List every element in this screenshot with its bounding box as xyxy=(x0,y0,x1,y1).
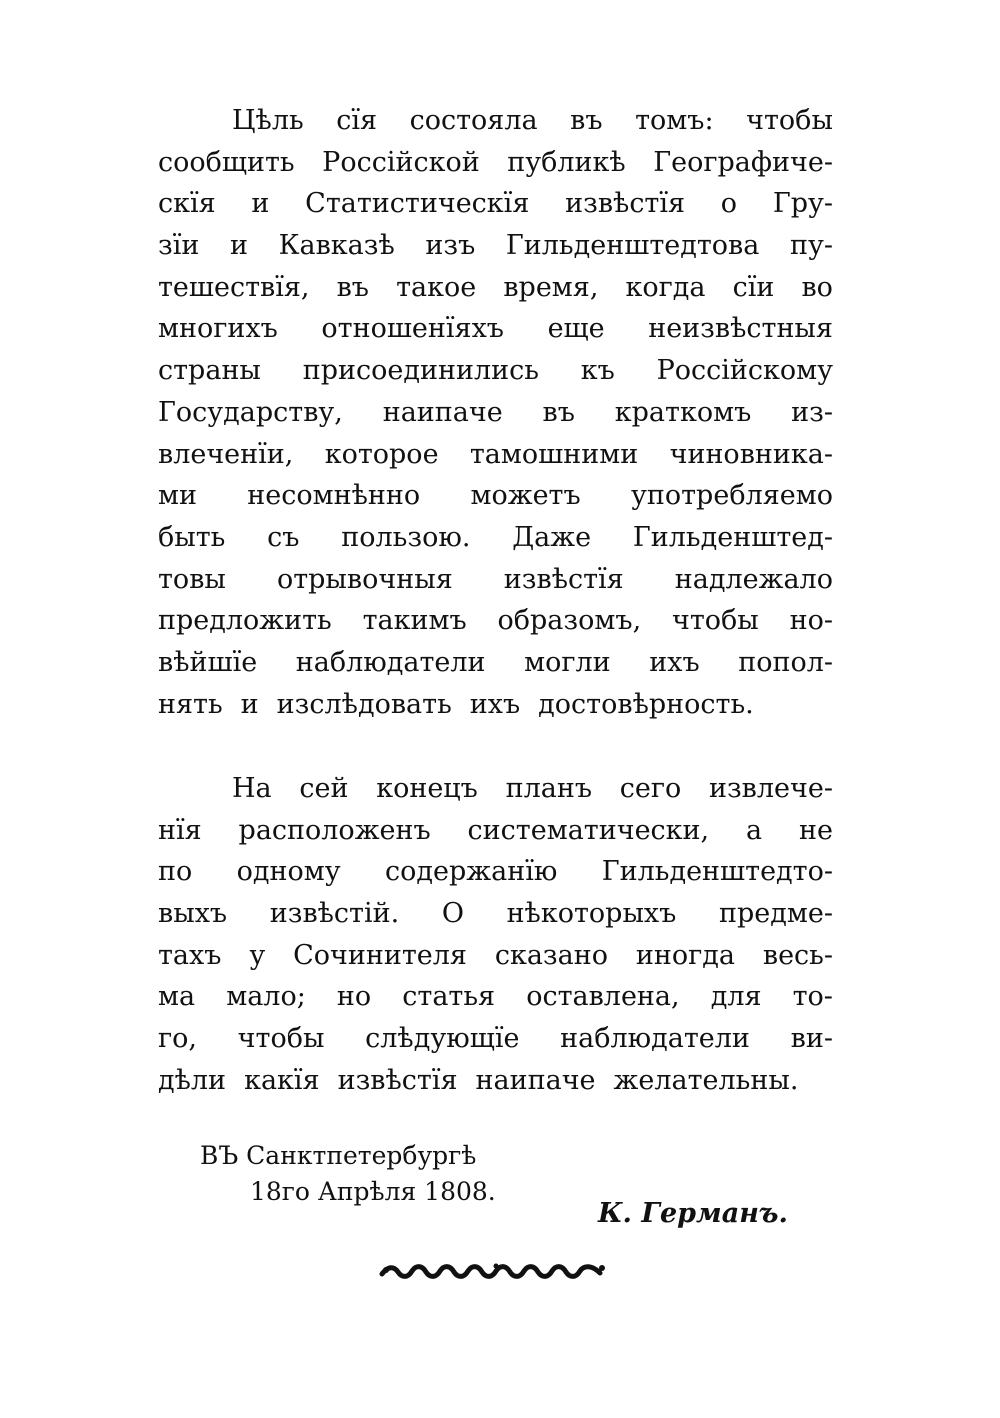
text-line: сообщить Россійской публикѣ Географиче- xyxy=(158,146,833,178)
text-line: тешествїя, въ такое время, когда сїи во xyxy=(158,271,833,303)
text-line: скїя и Статистическїя извѣстїя о Гру- xyxy=(158,188,833,220)
text-line: по одному содержанїю Гильденштедто- xyxy=(158,856,833,888)
text-line: тахъ у Сочинителя сказано иногда весь- xyxy=(158,939,833,971)
text-line: предложить такимъ образомъ, чтобы но- xyxy=(158,605,833,637)
text-line: страны присоединились къ Россійскому xyxy=(158,355,833,387)
paragraph-1 xyxy=(158,100,833,725)
text-line: вѣйшїе наблюдатели могли ихъ попол- xyxy=(158,646,833,678)
date-line: 18го Апрѣля 1808. xyxy=(250,1177,496,1206)
text-line: нїя расположенъ систематически, а не xyxy=(158,814,833,846)
text-line: Государству, наипаче въ краткомъ из- xyxy=(158,396,833,428)
text-line: многихъ отношенїяхъ еще неизвѣстныя xyxy=(158,313,833,345)
place-line: ВЪ Санктпетербургѣ xyxy=(200,1141,477,1170)
text-line: ма мало; но статья оставлена, для то- xyxy=(158,981,833,1013)
text-line: влеченїи, которое тамошними чиновника- xyxy=(158,438,833,470)
text-line: быть съ пользою. Даже Гильденштед- xyxy=(158,521,833,553)
place-and-date xyxy=(200,1138,496,1210)
paragraph-2 xyxy=(158,768,833,1102)
text-line: нять и изслѣдовать ихъ достовѣрность. xyxy=(158,688,754,720)
text-line: На сей конецъ планъ сего извлече- xyxy=(232,773,833,804)
text-line: зїи и Кавказѣ изъ Гильденштедтова пу- xyxy=(158,230,833,262)
text-line: товы отрывочныя извѣстїя надлежало xyxy=(158,563,833,595)
author-signature: К. Германъ. xyxy=(598,1198,788,1229)
text-line: ми несомнѣнно можетъ употребляемо xyxy=(158,480,833,512)
text-line: дѣли какїя извѣстїя наипаче желательны. xyxy=(158,1064,799,1096)
text-line: выхъ извѣстій. О нѣкоторыхъ предме- xyxy=(158,898,833,930)
text-line: Цѣль сїя состояла въ томъ: чтобы xyxy=(232,105,833,136)
decorative-ornament-icon xyxy=(378,1262,608,1282)
text-line: го, чтобы слѣдующїе наблюдатели ви- xyxy=(158,1023,833,1055)
